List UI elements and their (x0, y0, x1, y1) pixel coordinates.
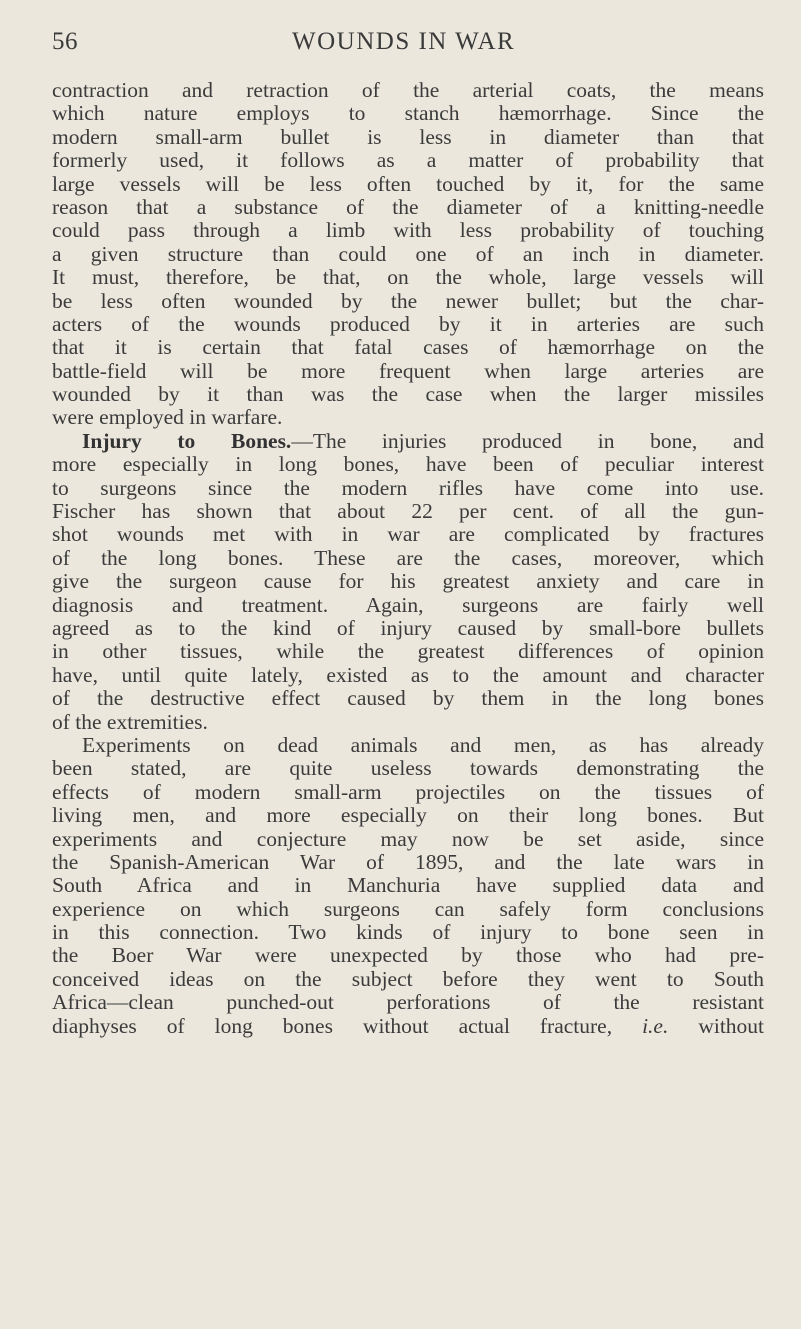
text-line: of the extremities. (52, 709, 208, 734)
text-line: Experiments on dead animals and men, as has already (82, 732, 764, 757)
text-line: reason that a substance of the diameter of a knitting-needle (52, 194, 764, 219)
text-line: battle-field will be more frequent when large arteries are (52, 358, 764, 383)
text-line: contraction and retraction of the arterial coats, the means (52, 78, 764, 102)
section-first-line (52, 430, 764, 453)
text-line: It must, therefore, be that, on the whole, large vessels will (52, 265, 764, 290)
text-line: give the surgeon cause for his greatest anxiety and care in (52, 569, 764, 594)
text-line: agreed as to the kind of injury caused by small-bore bullets (52, 615, 764, 640)
text-line: that it is certain that fatal cases of hæmorrhage on the (52, 335, 764, 360)
text-line: more especially in long bones, have been of peculiar interest (52, 452, 764, 477)
running-title: WOUNDS IN WAR (292, 28, 516, 55)
text-line: have, until quite lately, existed as to the amount and character (52, 662, 764, 687)
text-line: wounded by it than was the case when the larger missiles (52, 382, 764, 407)
section-first-line-text: —The injuries produced in bone, and (291, 428, 764, 453)
final-line (52, 1015, 764, 1038)
text-line: South Africa and in Manchuria have supplied data and (52, 873, 764, 898)
text-line: effects of modern small-arm projectiles on the tissues of (52, 779, 764, 804)
text-line: experience on which surgeons can safely form conclusions (52, 896, 764, 921)
body-text (52, 79, 764, 1038)
text-line: been stated, are quite useless towards demonstrating the (52, 756, 764, 781)
text-line: experiments and conjecture may now be set aside, since (52, 826, 764, 851)
text-line: living men, and more especially on their long bones. But (52, 803, 764, 828)
page-number: 56 (52, 28, 78, 55)
text-line: formerly used, it follows as a matter of probability that (52, 148, 764, 173)
text-line: diagnosis and treatment. Again, surgeons are fairly well (52, 592, 764, 617)
section-heading: Injury to Bones. (82, 428, 292, 453)
text-line: conceived ideas on the subject before they went to South (52, 966, 764, 991)
text-line: Africa—clean punched-out perforations of the resistant (52, 990, 764, 1015)
text-line: the Boer War were unexpected by those who had pre- (52, 943, 764, 968)
text-line: a given structure than could one of an inch in diameter. (52, 241, 764, 266)
text-line: Fischer has shown that about 22 per cent. of all the gun- (52, 499, 764, 524)
text-line: in this connection. Two kinds of injury to bone seen in (52, 920, 764, 945)
text-line: be less often wounded by the newer bullet; but the char- (52, 288, 764, 313)
text-line: of the destructive effect caused by them in the long bones (52, 686, 764, 711)
final-line-end: without (698, 1013, 765, 1038)
text-line: could pass through a limb with less probability of touching (52, 218, 764, 243)
text-line: modern small-arm bullet is less in diameter than that (52, 124, 764, 149)
final-line-start: diaphyses of long bones without actual fracture, (52, 1013, 613, 1038)
text-line: which nature employs to stanch hæmorrhage. Since the (52, 101, 764, 126)
text-line: acters of the wounds produced by it in arteries are such (52, 311, 764, 336)
text-line: in other tissues, while the greatest differences of opinion (52, 639, 764, 664)
text-line: were employed in warfare. (52, 405, 283, 430)
page-header (52, 28, 761, 64)
text-line: large vessels will be less often touched by it, for the same (52, 171, 764, 196)
text-line: to surgeons since the modern rifles have come into use. (52, 475, 764, 500)
text-line: of the long bones. These are the cases, moreover, which (52, 545, 764, 570)
text-line: shot wounds met with in war are complicated by fractures (52, 522, 764, 547)
text-line: the Spanish-American War of 1895, and the late wars in (52, 849, 764, 874)
final-line-italic: i.e. (642, 1013, 669, 1038)
